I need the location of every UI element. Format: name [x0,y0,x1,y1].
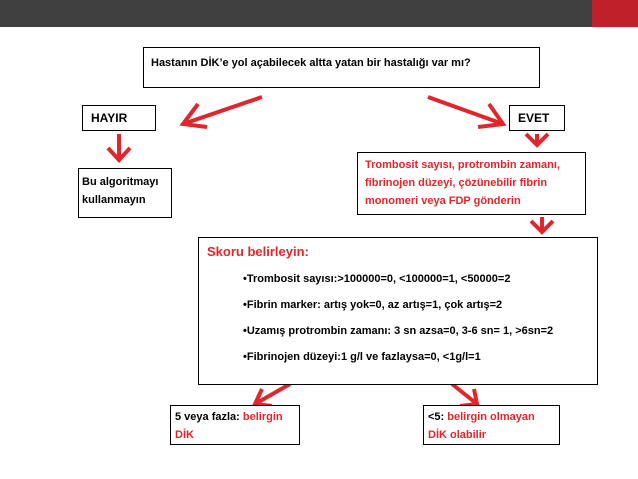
no-algorithm-box [78,168,172,218]
yes-label: EVET [518,111,550,125]
result-low-line-1 [428,408,559,426]
no-box [82,105,156,131]
result-low-prefix: <5: [428,411,448,423]
question-box [143,47,540,88]
score-title: Skoru belirleyin: [207,244,309,259]
result-low-box [423,405,560,445]
no-label: HAYIR [91,111,128,125]
score-item-platelet: •Trombosit sayısı:>100000=0, <100000=1, <50000=2 [243,273,511,285]
result-low-highlight-a: belirgin olmayan [447,411,535,423]
tests-line-2: fibrinojen düzeyi, çözünebilir fibrin [365,177,548,189]
no-algorithm-line-1: Bu algoritmayı [82,176,159,188]
result-high-line-2: DİK [175,429,194,441]
tests-line-1: Trombosit sayısı, protrombin zamanı, [365,159,560,171]
tests-line-3: monomeri veya FDP gönderin [365,195,521,207]
score-item-fibrinogen: •Fibrinojen düzeyi:1 g/l ve fazlaysa=0, <1g/l=1 [243,351,481,363]
result-low-line-2: DİK olabilir [428,429,487,441]
result-high-prefix: 5 veya fazla: [175,411,243,423]
result-high-highlight-a: belirgin [242,411,283,423]
question-text: Hastanın DİK’e yol açabilecek altta yatan bir hastalığı var mı? [151,57,471,69]
tests-box [357,152,586,215]
yes-box [509,105,565,131]
score-item-fibrin-marker: •Fibrin marker: artış yok=0, az artış=1, çok artış=2 [243,299,503,311]
no-algorithm-line-2: kullanmayın [82,194,146,206]
result-high-box [170,405,300,445]
score-box [198,237,598,385]
score-item-prothrombin-time: •Uzamış protrombin zamanı: 3 sn azsa=0, 3-6 sn= 1, >6sn=2 [243,325,554,337]
result-high-line-1 [175,408,299,426]
